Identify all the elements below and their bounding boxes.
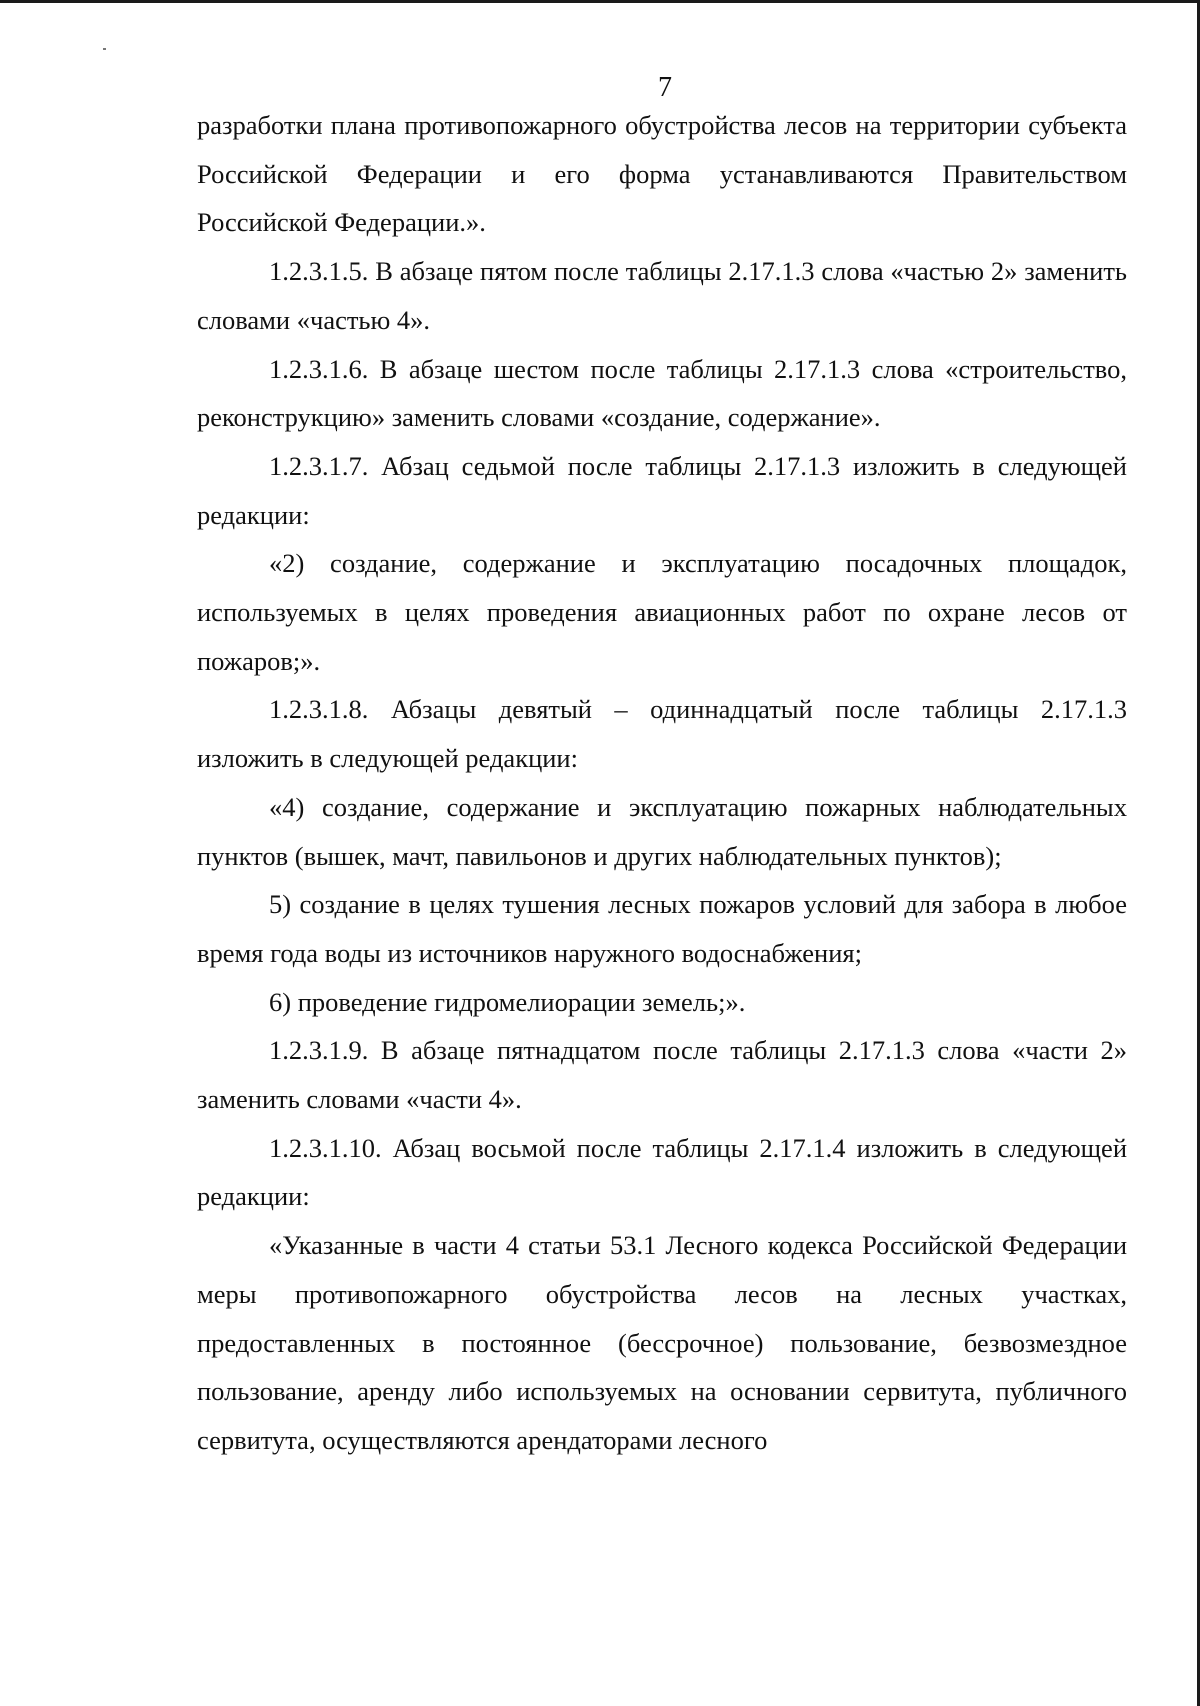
scan-speck (103, 48, 106, 50)
paragraph-item-1-2-3-1-8: 1.2.3.1.8. Абзацы девятый – одиннадцатый после таблицы 2.17.1.3 изложить в следующей редакции: (197, 694, 1127, 774)
paragraph-item-1-2-3-1-6: 1.2.3.1.6. В абзаце шестом после таблицы 2.17.1.3 слова «строительство, реконструкцию» заменить словами «создание, содержание». (197, 353, 1127, 433)
page-number: 7 (658, 72, 672, 103)
paragraph-quote-item-6: 6) проведение гидромелиорации земель;». (269, 986, 746, 1017)
paragraph-item-1-2-3-1-5: 1.2.3.1.5. В абзаце пятом после таблицы 2.17.1.3 слова «частью 2» заменить словами «частью 4». (197, 256, 1127, 335)
document-body (197, 101, 1127, 1465)
paragraph-quote-item-2: «2) создание, содержание и эксплуатацию посадочных площадок, используемых в целях проведения авиационных работ по охране лесов от пожаров;». (197, 548, 1127, 676)
paragraph-continuation: разработки плана противопожарного обустройства лесов на территории субъекта Российской Федерации и его форма устанавливаются Правительством Российской Федерации.». (197, 110, 1127, 238)
scan-border-top (0, 0, 1200, 3)
paragraph-quote-item-4: «4) создание, содержание и эксплуатацию пожарных наблюдательных пунктов (вышек, мачт, павильонов и других наблюдательных пунктов); (197, 791, 1127, 871)
paragraph-quote-item-5: 5) создание в целях тушения лесных пожаров условий для забора в любое время года воды из источников наружного водоснабжения; (197, 889, 1127, 968)
paragraph-item-1-2-3-1-9: 1.2.3.1.9. В абзаце пятнадцатом после таблицы 2.17.1.3 слова «части 2» заменить словами «части 4». (197, 1035, 1127, 1115)
paragraph-item-1-2-3-1-7: 1.2.3.1.7. Абзац седьмой после таблицы 2.17.1.3 изложить в следующей редакции: (197, 450, 1127, 530)
paragraph-quote-measures: «Указанные в части 4 статьи 53.1 Лесного кодекса Российской Федерации меры противопожарного обустройства лесов на лесных участках, предоставленных в постоянное (бессрочное) пользование, безвозмездное пользование, аренду либо используемых на основании сервитута, публичного сервитута, осуществляются арендаторами лесного (197, 1230, 1127, 1455)
paragraph-item-1-2-3-1-10: 1.2.3.1.10. Абзац восьмой после таблицы 2.17.1.4 изложить в следующей редакции: (197, 1132, 1127, 1212)
